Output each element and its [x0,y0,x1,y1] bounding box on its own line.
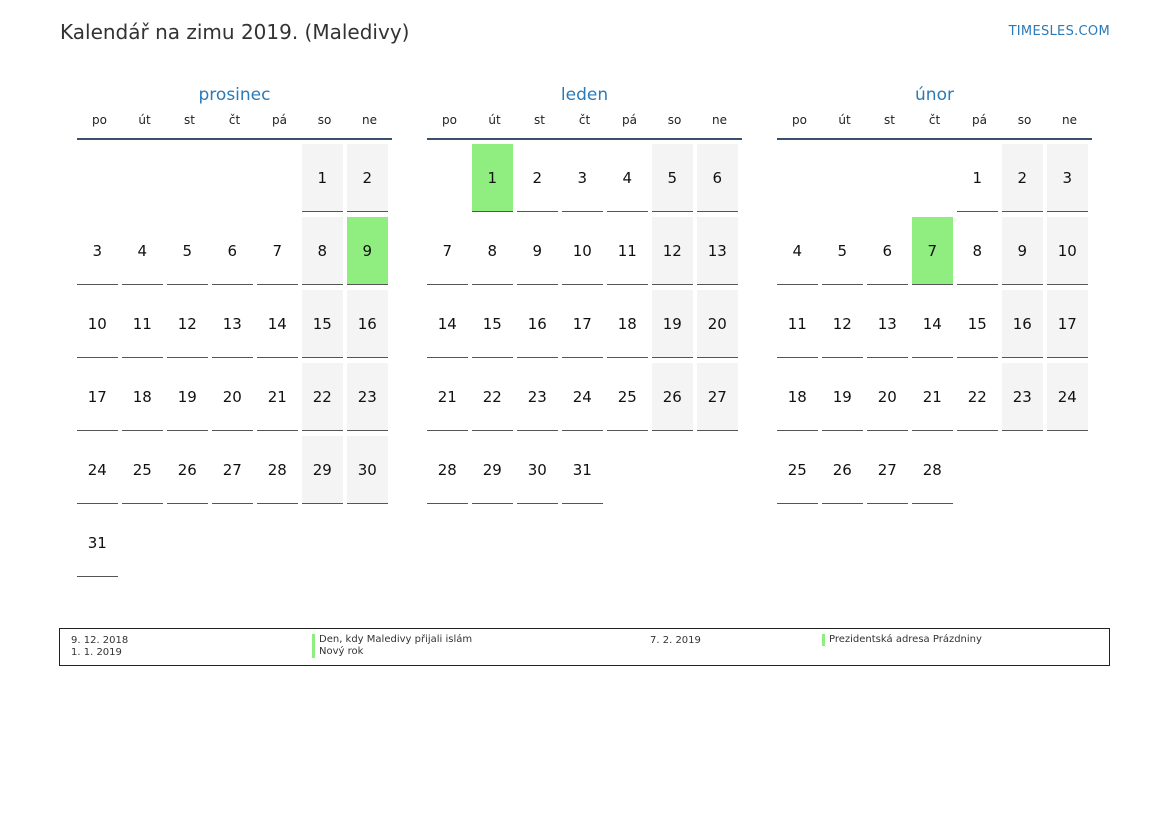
day-cell: 30 [517,436,558,504]
day-cell: 12 [822,290,863,358]
empty-day-cell [212,509,253,577]
week-row [777,363,1092,436]
day-cell: 17 [562,290,603,358]
week-row [427,363,742,436]
weekday-label: so [317,113,332,127]
month-calendar [77,82,392,582]
day-cell: 20 [697,290,738,358]
empty-day-cell [912,144,953,212]
weekday-label: čt [928,113,941,127]
empty-day-cell [697,436,738,504]
weekday-label: čt [228,113,241,127]
weekday-label: st [534,113,545,127]
empty-day-cell [607,436,648,504]
week-row [777,144,1092,217]
day-cell: 3 [1047,144,1088,212]
day-cell: 15 [957,290,998,358]
day-cell: 23 [517,363,558,431]
holiday-color-marker [312,646,315,658]
weeks-grid [77,140,392,582]
legend-names-left [312,634,472,658]
weekday-label: pá [972,113,987,127]
weekday-label: pá [272,113,287,127]
day-cell: 31 [562,436,603,504]
empty-day-cell [347,509,388,577]
day-cell: 22 [302,363,343,431]
day-cell: 4 [777,217,818,285]
day-cell: 26 [822,436,863,504]
day-cell: 23 [1002,363,1043,431]
weekday-label: po [792,113,807,127]
legend-names-right [822,634,982,646]
week-row [427,217,742,290]
week-row [77,509,392,582]
legend-entry [312,634,472,646]
month-name: leden [560,85,609,105]
day-cell: 28 [257,436,298,504]
weeks-grid [427,140,742,509]
day-cell: 6 [867,217,908,285]
empty-day-cell [777,144,818,212]
day-cell: 19 [822,363,863,431]
legend-holiday-name: Den, kdy Maledivy přijali islám [319,634,473,645]
day-cell: 26 [167,436,208,504]
empty-day-cell [957,436,998,504]
day-cell: 8 [957,217,998,285]
day-cell: 14 [427,290,468,358]
holiday-legend [59,628,1110,666]
weeks-grid [777,140,1092,509]
week-row [77,436,392,509]
weekday-label: pá [622,113,637,127]
weekday-label: st [884,113,895,127]
day-cell: 5 [822,217,863,285]
day-cell: 1 [472,144,513,212]
day-cell: 22 [957,363,998,431]
empty-day-cell [822,144,863,212]
week-row [77,144,392,217]
day-cell: 7 [257,217,298,285]
site-link[interactable]: TIMESLES.COM [1008,24,1110,39]
day-cell: 1 [957,144,998,212]
empty-day-cell [257,144,298,212]
day-cell: 11 [122,290,163,358]
day-cell: 14 [912,290,953,358]
weekday-header [427,108,742,140]
week-row [77,217,392,290]
weekday-label: ne [1062,113,1077,127]
day-cell: 12 [652,217,693,285]
legend-holiday-name: Prezidentská adresa Prázdniny [829,634,982,645]
day-cell: 21 [912,363,953,431]
weekday-label: po [92,113,107,127]
day-cell: 29 [302,436,343,504]
day-cell: 25 [777,436,818,504]
holiday-color-marker [822,634,825,646]
day-cell: 20 [867,363,908,431]
day-cell: 25 [122,436,163,504]
empty-day-cell [652,436,693,504]
day-cell: 16 [517,290,558,358]
day-cell: 30 [347,436,388,504]
week-row [77,363,392,436]
week-row [77,290,392,363]
legend-date: 7. 2. 2019 [650,635,701,646]
day-cell: 11 [777,290,818,358]
day-cell: 17 [77,363,118,431]
day-cell: 24 [562,363,603,431]
empty-day-cell [122,509,163,577]
month-name: prosinec [198,85,271,105]
weekday-label: so [1017,113,1032,127]
day-cell: 1 [302,144,343,212]
empty-day-cell [867,144,908,212]
day-cell: 3 [562,144,603,212]
day-cell: 6 [697,144,738,212]
day-cell: 10 [1047,217,1088,285]
day-cell: 11 [607,217,648,285]
empty-day-cell [427,144,468,212]
day-cell: 31 [77,509,118,577]
day-cell: 24 [1047,363,1088,431]
day-cell: 27 [867,436,908,504]
day-cell: 2 [517,144,558,212]
day-cell: 20 [212,363,253,431]
day-cell: 25 [607,363,648,431]
week-row [777,436,1092,509]
empty-day-cell [302,509,343,577]
day-cell: 9 [347,217,388,285]
weekday-label: út [488,113,501,127]
day-cell: 2 [347,144,388,212]
day-cell: 18 [122,363,163,431]
day-cell: 23 [347,363,388,431]
weekday-label: ne [712,113,727,127]
day-cell: 17 [1047,290,1088,358]
weekday-label: čt [578,113,591,127]
day-cell: 13 [697,217,738,285]
day-cell: 27 [212,436,253,504]
day-cell: 8 [302,217,343,285]
page-title: Kalendář na zimu 2019. (Maledivy) [60,20,410,44]
day-cell: 18 [607,290,648,358]
weekday-label: po [442,113,457,127]
empty-day-cell [167,144,208,212]
empty-day-cell [1002,436,1043,504]
week-row [427,436,742,509]
day-cell: 4 [122,217,163,285]
empty-day-cell [212,144,253,212]
day-cell: 2 [1002,144,1043,212]
empty-day-cell [1047,436,1088,504]
day-cell: 18 [777,363,818,431]
month-calendar [777,82,1092,509]
day-cell: 9 [517,217,558,285]
weekday-label: út [838,113,851,127]
day-cell: 16 [1002,290,1043,358]
week-row [427,290,742,363]
month-calendar [427,82,742,509]
day-cell: 4 [607,144,648,212]
day-cell: 15 [302,290,343,358]
legend-dates-left [71,635,128,659]
legend-entry [312,646,472,658]
day-cell: 19 [652,290,693,358]
week-row [777,290,1092,363]
day-cell: 6 [212,217,253,285]
day-cell: 13 [212,290,253,358]
day-cell: 27 [697,363,738,431]
day-cell: 12 [167,290,208,358]
day-cell: 7 [427,217,468,285]
legend-date: 9. 12. 2018 [71,635,129,646]
week-row [777,217,1092,290]
day-cell: 24 [77,436,118,504]
legend-date: 1. 1. 2019 [71,647,122,658]
day-cell: 22 [472,363,513,431]
weekday-label: st [184,113,195,127]
day-cell: 21 [257,363,298,431]
legend-holiday-name: Nový rok [319,646,364,657]
week-row [427,144,742,217]
day-cell: 21 [427,363,468,431]
day-cell: 10 [77,290,118,358]
day-cell: 5 [652,144,693,212]
day-cell: 28 [427,436,468,504]
weekday-label: so [667,113,682,127]
empty-day-cell [77,144,118,212]
legend-entry [822,634,982,646]
empty-day-cell [257,509,298,577]
day-cell: 9 [1002,217,1043,285]
weekday-header [77,108,392,140]
weekday-header [777,108,1092,140]
day-cell: 29 [472,436,513,504]
legend-dates-right [650,635,701,647]
day-cell: 10 [562,217,603,285]
day-cell: 28 [912,436,953,504]
day-cell: 14 [257,290,298,358]
day-cell: 26 [652,363,693,431]
weekday-label: út [138,113,151,127]
day-cell: 13 [867,290,908,358]
day-cell: 15 [472,290,513,358]
day-cell: 7 [912,217,953,285]
day-cell: 19 [167,363,208,431]
empty-day-cell [167,509,208,577]
day-cell: 8 [472,217,513,285]
weekday-label: ne [362,113,377,127]
day-cell: 16 [347,290,388,358]
day-cell: 3 [77,217,118,285]
month-name: únor [915,85,954,105]
holiday-color-marker [312,634,315,646]
empty-day-cell [122,144,163,212]
day-cell: 5 [167,217,208,285]
